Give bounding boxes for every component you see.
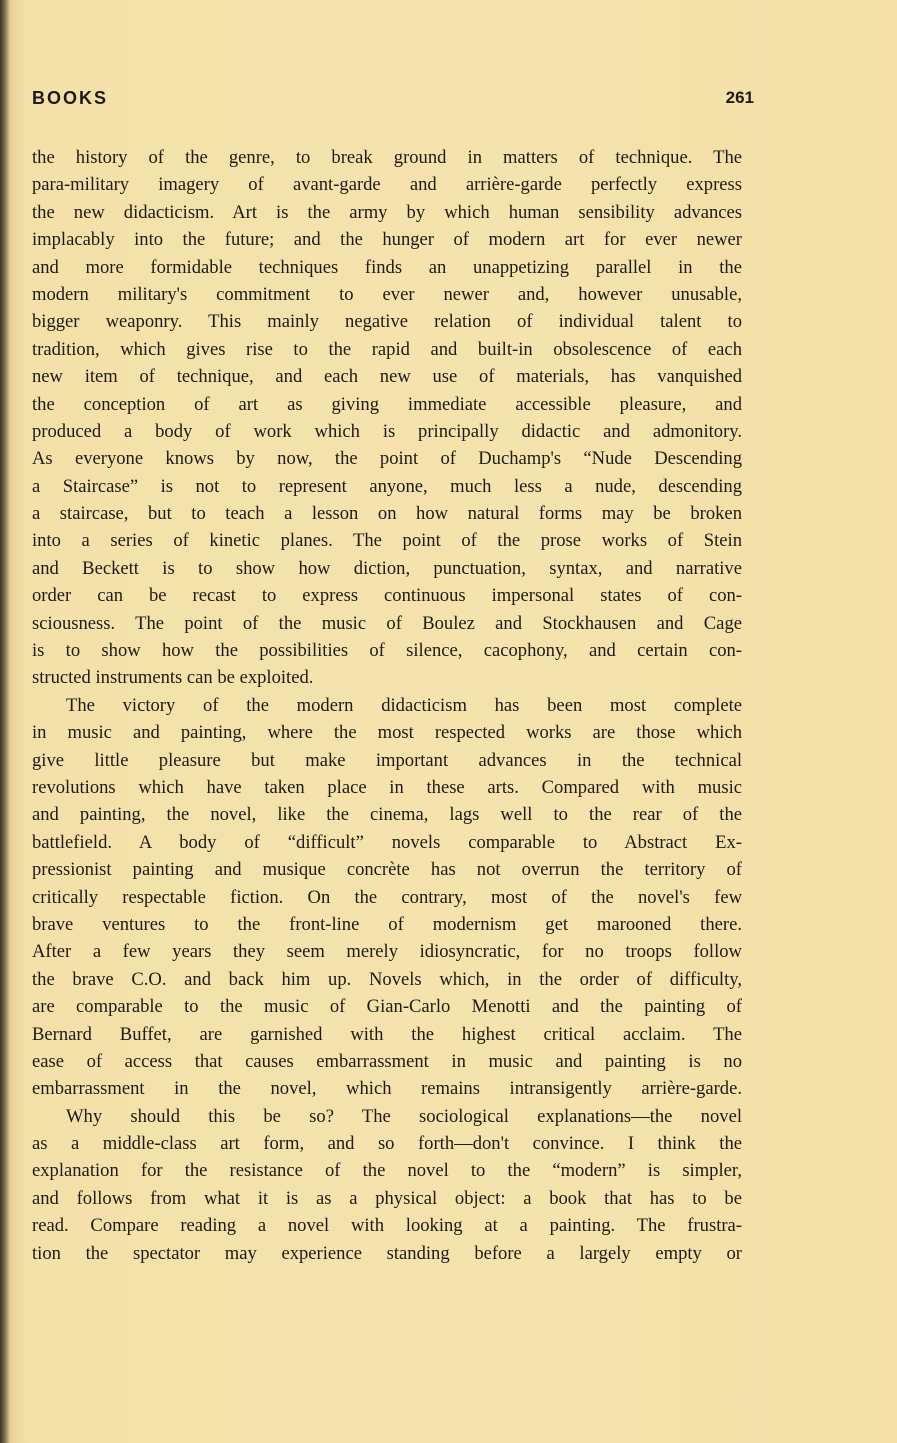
text-line: tradition, which gives rise to the rapid and built-in obsolescence of each [32, 338, 742, 360]
text-line: battlefield. A body of “difficult” novels comparable to Abstract Ex- [32, 831, 742, 853]
text-line: is to show how the possibilities of silence, cacophony, and certain con- [32, 640, 742, 662]
text-line: as a middle-class art form, and so forth—don't convince. I think the [32, 1133, 742, 1155]
paragraph-last-line: embarrassment in the novel, which remains intransigently arrière-garde. [32, 1078, 742, 1100]
text-line: revolutions which have taken place in these arts. Compared with music [32, 776, 742, 798]
text-line: brave ventures to the front-line of modernism get marooned there. [32, 913, 742, 935]
paragraph-first-line: Why should this be so? The sociological explanations—the novel [66, 1105, 742, 1127]
text-line: the conception of art as giving immediate accessible pleasure, and [32, 393, 742, 415]
text-line: the new didacticism. Art is the army by which human sensibility advances [32, 201, 742, 223]
page-number: 261 [725, 88, 754, 107]
body-text [32, 144, 742, 1267]
text-line: para-military imagery of avant-garde and arrière-garde perfectly express [32, 174, 742, 196]
text-line: and Beckett is to show how diction, punctuation, syntax, and narrative [32, 557, 742, 579]
page-header [32, 88, 754, 112]
text-line: bigger weaponry. This mainly negative relation of individual talent to [32, 311, 742, 333]
text-line: critically respectable fiction. On the contrary, most of the novel's few [32, 886, 742, 908]
text-line: a Staircase” is not to represent anyone, much less a nude, descending [32, 475, 742, 497]
paragraph-last-line: structed instruments can be exploited. [32, 667, 314, 689]
text-line: tion the spectator may experience standing before a largely empty or [32, 1242, 742, 1264]
text-line: in music and painting, where the most respected works are those which [32, 722, 742, 744]
text-line: the history of the genre, to break ground in matters of technique. The [32, 147, 742, 168]
text-line: After a few years they seem merely idiosyncratic, for no troops follow [32, 941, 742, 963]
text-line: Bernard Buffet, are garnished with the highest critical acclaim. The [32, 1023, 742, 1045]
text-line: explanation for the resistance of the novel to the “modern” is simpler, [32, 1160, 742, 1182]
text-line: the brave C.O. and back him up. Novels which, in the order of difficulty, [32, 968, 742, 990]
text-line: and more formidable techniques finds an unappetizing parallel in the [32, 256, 742, 278]
text-line: sciousness. The point of the music of Boulez and Stockhausen and Cage [32, 612, 742, 634]
text-line: give little pleasure but make important advances in the technical [32, 749, 742, 771]
text-line: are comparable to the music of Gian-Carlo Menotti and the painting of [32, 996, 742, 1018]
paragraph-first-line: The victory of the modern didacticism has been most complete [66, 694, 742, 716]
text-line: and follows from what it is as a physical object: a book that has to be [32, 1187, 742, 1209]
text-line: read. Compare reading a novel with looking at a painting. The frustra- [32, 1215, 742, 1237]
page-spine-shadow [0, 0, 10, 1443]
text-line: into a series of kinetic planes. The point of the prose works of Stein [32, 530, 742, 552]
text-line: ease of access that causes embarrassment in music and painting is no [32, 1050, 742, 1072]
text-line: produced a body of work which is principally didactic and admonitory. [32, 420, 742, 442]
running-head: BOOKS [32, 88, 109, 108]
text-line: new item of technique, and each new use of materials, has vanquished [32, 366, 742, 388]
text-line: modern military's commitment to ever newer and, however unusable, [32, 283, 742, 305]
text-line: a staircase, but to teach a lesson on how natural forms may be broken [32, 503, 742, 525]
text-line: order can be recast to express continuous impersonal states of con- [32, 585, 742, 607]
text-line: As everyone knows by now, the point of Duchamp's “Nude Descending [32, 448, 742, 470]
text-line: implacably into the future; and the hunger of modern art for ever newer [32, 229, 742, 251]
text-line: and painting, the novel, like the cinema, lags well to the rear of the [32, 804, 742, 826]
text-line: pressionist painting and musique concrète has not overrun the territory of [32, 859, 742, 881]
